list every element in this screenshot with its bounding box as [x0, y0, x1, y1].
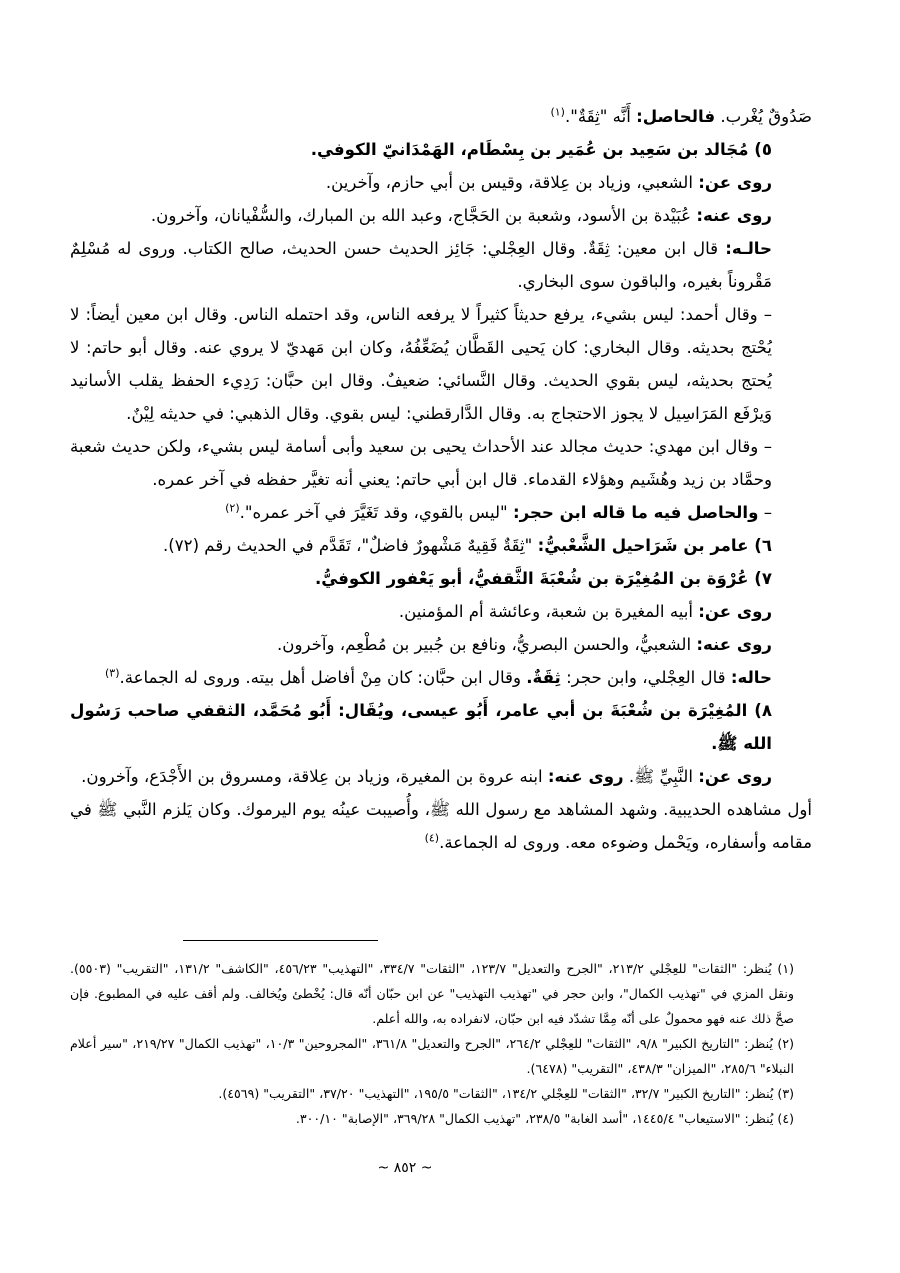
heading-text: ٨) المُغِيْرَة بن شُعْبَةَ بن أبي عامر، أَبُو عيسى، ويُقَال: أَبُو مُحَمَّد، الثقفي صاحب رَسُول الله ﷺ. — [70, 701, 772, 753]
narrator-7-narrated-from — [70, 595, 812, 628]
text-run: "ليس بالقوي، وقد تَغَيَّرَ في آخر عمره". — [239, 503, 513, 522]
text-run: – وقال أحمد: ليس بشيء، يرفع حديثاً كثيراً لا يرفعه الناس، وقد احتمله الناس. وقال ابن معين أيضاً: لا يُحْتج بحديثه. وقال البخاري: كان يَحيى القَطَّان يُضَعِّفُهُ، وكان ابن مَهديّ لا يروي عنه. وقال أبو حاتم: لا يُحتج بحديثه، ليس بقوي الحديث. وقال النَّسائي: ضعيفٌ. وقال ابن حبَّان: رَدِيء الحفظ يقلب الأسانيد وَيرْفَع المَرَاسِيل لا يجوز الاحتجاج به. وقال الدَّارقطني: ليس بقوي. وقال الذهبي: في حديثه لِيْنٌ. — [70, 305, 772, 423]
text-run: الشعبي، وزياد بن عِلاقة، وقيس بن أبي حازم، وآخرين. — [325, 173, 699, 192]
text-run: الشعبيُّ، والحسن البصريُّ، ونافع بن جُبير بن مُطْعِم، وآخرون. — [277, 635, 697, 654]
heading-text: ٦) عامر بن شَرَاحيل الشَّعْبيُّ: — [537, 536, 772, 555]
narrator-5-status — [70, 232, 812, 298]
bold-label: فالحاصل: — [636, 107, 716, 126]
footnote-ref-1[interactable]: (١) — [550, 105, 565, 119]
bold-label: ثِقَةٌ. — [526, 668, 561, 687]
narrator-8-bio — [70, 793, 812, 859]
text-run: قال العِجْلي، وابن حجر: — [560, 668, 731, 687]
footnote-1: (١) يُنظر: "الثقات" للعِجْلي ٢١٣/٢، "الجرح والتعديل" ١٢٣/٧، "الثقات" ٣٣٤/٧، "التهذيب" ٤٥٦/٢٣، "الكاشف" ١٣١/٢، "التقريب" (٥٥٠٣). ونقل المزي في "تهذيب الكمال"، وابن حجر في "تهذيب التهذيب" عن ابن حبّان أنّه قال: يُخْطئ ويُخالف. ولم أقف عليه في المطبوع. فإن صحَّ ذلك عنه فهو محمولٌ على أنّه مِمَّا تشدّد فيه ابن حبّان، لانفراده به، والله أعلم. — [70, 961, 794, 1026]
text-run: ابنه عروة بن المغيرة، وزياد بن عِلاقة، ومسروق بن الأَجْدَع، وآخرون. — [81, 767, 548, 786]
text-run: – — [758, 503, 772, 522]
label: روى عن: — [698, 767, 772, 786]
narrator-5-criticism — [70, 298, 812, 430]
text-run: "ثِقَةٌ فَقِيهٌ مَشْهورٌ فاضلٌ"، تَقَدَّم في الحديث رقم (٧٢). — [162, 536, 538, 555]
footnote-3: (٣) يُنظر: "التاريخ الكبير" ٣٢/٧، "الثقات" للعِجْلي ١٣٤/٢، "الثقات" ١٩٥/٥، "التهذيب" ٣٧/٢٠، "التقريب" (٤٥٦٩). — [218, 1086, 794, 1101]
footnote-separator — [183, 940, 378, 941]
label: حاله: — [730, 668, 772, 687]
label: روى عن: — [698, 173, 772, 192]
label: روى عن: — [698, 602, 772, 621]
footnote-ref-4[interactable]: (٤) — [424, 831, 440, 845]
footnote-ref-3[interactable]: (٣) — [104, 666, 120, 680]
narrator-5-heading — [70, 133, 812, 166]
narrator-5-ibn-mahdi — [70, 430, 812, 496]
text-run: – وقال ابن مهدي: حديث مجالد عند الأحداث يحيى بن سعيد وأبى أسامة ليس بشيء، ولكن حديث شعبة وحمَّاد بن زيد وهُشَيم وهؤلاء القدماء. قال ابن أبي حاتم: يعني أنه تغيَّر حفظه في آخر عمره. — [70, 437, 772, 489]
narrator-8-heading — [70, 694, 812, 760]
narrator-7-status — [70, 661, 812, 694]
label: حالـه: — [725, 239, 772, 258]
narrator-5-narrated-from — [70, 166, 812, 199]
heading-text: ٥) مُجَالد بن سَعِيد بن عُمَير بن بِسْطَام، الهَمْدَانيّ الكوفي. — [310, 140, 772, 159]
narrator-7-narrated-by — [70, 628, 812, 661]
footnote-ref-2[interactable]: (٢) — [225, 501, 240, 515]
label: روى عنه: — [547, 767, 624, 786]
footnote-2: (٢) يُنظر: "التاريخ الكبير" ٩/٨، "الثقات" للعِجْلي ٢٦٤/٢، "الجرح والتعديل" ٣٦١/٨، "المجروحين" ١٠/٣، "تهذيب الكمال" ٢١٩/٢٧، "سير أعلام النبلاء" ٢٨٥/٦، "الميزان" ٤٣٨/٣، "التقريب" (٦٤٧٨). — [70, 1036, 794, 1076]
narrator-8-narrations — [70, 760, 812, 793]
page-number: ~ ٨٥٢ ~ — [377, 1160, 433, 1176]
text-run: قال ابن معين: ثِقَةٌ. وقال العِجْلي: جَائِز الحديث حسن الحديث، صالح الكتاب. وروى له مُسْلِمٌ مَقْروناً بغيره، والباقون سوى البخاري. — [70, 239, 772, 291]
text-run: أبيه المغيرة بن شعبة، وعائشة أم المؤمنين. — [398, 602, 699, 621]
narrator-6 — [70, 529, 812, 562]
footnotes — [70, 956, 812, 1131]
paragraph-1 — [70, 100, 812, 133]
heading-text: ٧) عُرْوَة بن المُغِيْرَة بن شُعْبَةَ الثَّقفيُّ، أبو يَعْفور الكوفيُّ. — [314, 569, 772, 588]
bold-label: والحاصل فيه ما قاله ابن حجر: — [512, 503, 759, 522]
text-run: أول مشاهده الحديبية. وشهد المشاهد مع رسول الله ﷺ، وأُصيبت عينُه يوم اليرموك. وكان يَلزم النَّبي ﷺ في مقامه وأسفاره، ويَحْمل وضوءه معه. وروى له الجماعة. — [70, 800, 812, 852]
text-run: عُبَيْدة بن الأسود، وشعبة بن الحَجَّاج، وعبد الله بن المبارك، والسُّفْيانان، وآخرون. — [150, 206, 697, 225]
text-run: وقال ابن حبَّان: كان مِنْ أفاضل أهل بيته. وروى له الجماعة. — [119, 668, 527, 687]
narrator-5-conclusion — [70, 496, 812, 529]
text-run: النَّبِيِّ ﷺ. — [623, 767, 699, 786]
narrator-7-heading — [70, 562, 812, 595]
footnote-4: (٤) يُنظر: "الاستيعاب" ١٤٤٥/٤، "أسد الغابة" ٢٣٨/٥، "تهذيب الكمال" ٣٦٩/٢٨، "الإصابة" ٣٠٠/١٠. — [295, 1111, 794, 1126]
label: روى عنه: — [696, 635, 772, 654]
text-run: صَدُوقٌ يُغْرب. — [715, 107, 812, 126]
narrator-5-narrated-by — [70, 199, 812, 232]
text-run: أَنَّه "ثِقَةٌ". — [564, 107, 637, 126]
label: روى عنه: — [696, 206, 772, 225]
main-text — [70, 100, 812, 859]
